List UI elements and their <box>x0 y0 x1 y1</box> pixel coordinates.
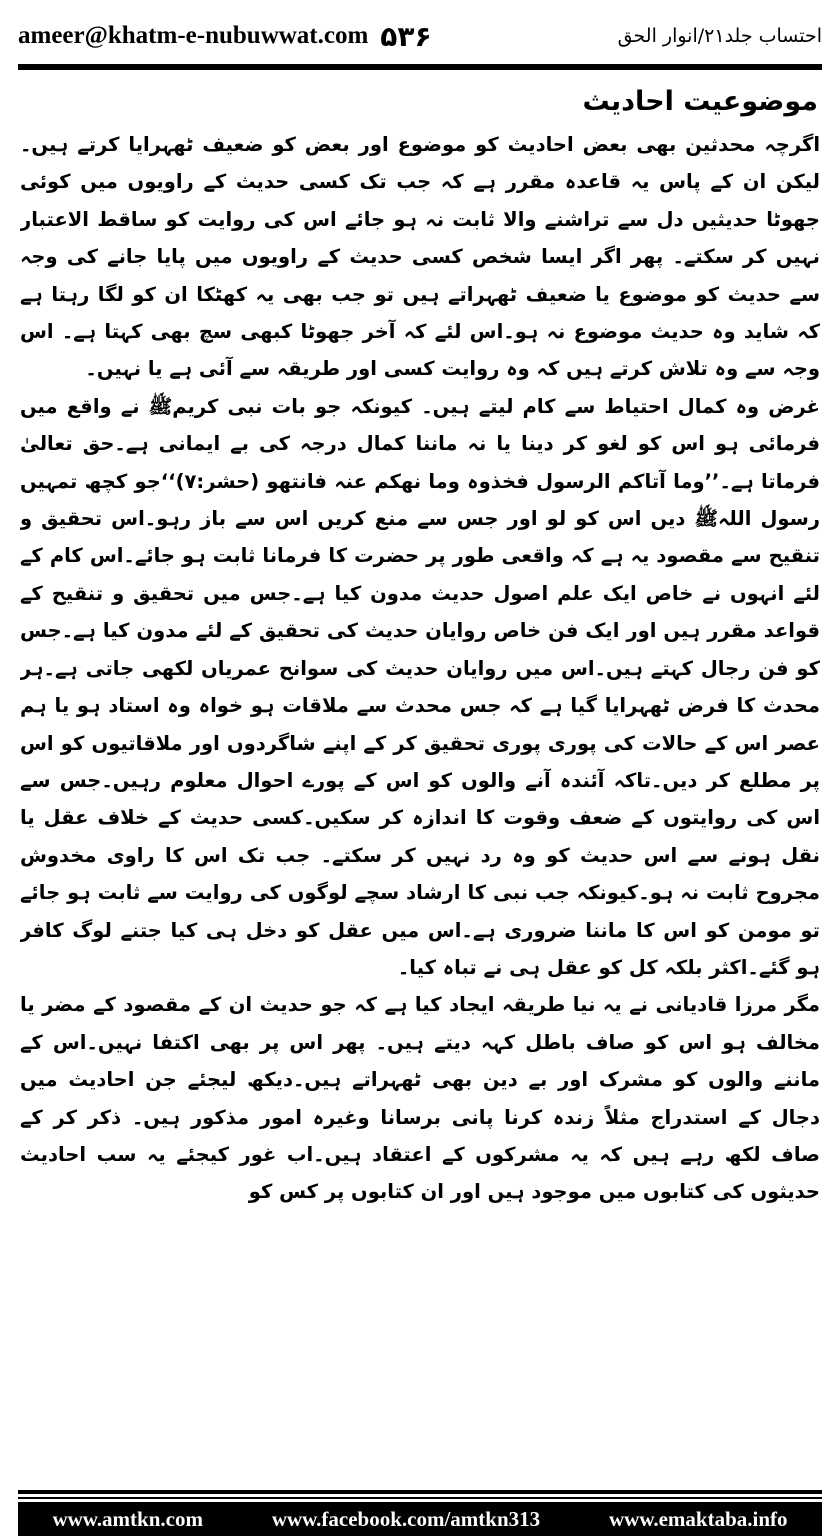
page-header <box>18 10 822 62</box>
header-rule <box>18 64 822 70</box>
footer-link-facebook[interactable]: www.facebook.com/amtkn313 <box>271 1506 541 1531</box>
section-title: موضوعیت احادیث <box>582 86 818 117</box>
paragraph-3: مگر مرزا قادیانی نے یہ نیا طریقہ ایجاد کیا ہے کہ جو حدیث ان کے مقصود کے مضر یا مخالف ہو اس کو صاف باطل کہہ دیتے ہیں۔ پھر اس پر بھی اکتفا نہیں۔اس کے ماننے والوں کو مشرک اور بے دین بھی ٹھہراتے ہیں۔دیکھ لیجئے جن احادیث میں دجال کے استدراج مثلاً زندہ کرنا پانی برسانا وغیرہ امور مذکور ہیں۔ ذکر کر کے صاف لکھ رہے ہیں کہ یہ مشرکوں کے اعتقاد ہیں۔اب غور کیجئے یہ سب احادیث حدیثوں کی کتابوں میں موجود ہیں اور ان کتابوں پر کس کو <box>20 993 820 1204</box>
header-left <box>18 20 432 53</box>
book-title: احتساب جلد۲۱/انوار الحق <box>617 25 822 47</box>
page-body <box>20 80 820 1486</box>
page-number: ۵۳۶ <box>380 19 432 53</box>
header-email: ameer@khatm-e-nubuwwat.com <box>18 22 369 49</box>
footer-link-emaktaba[interactable]: www.emaktaba.info <box>609 1506 788 1531</box>
footer-link-amtkn[interactable]: www.amtkn.com <box>52 1506 203 1531</box>
footer-rule-thick <box>18 1490 822 1494</box>
footer-rule-thin <box>18 1497 822 1499</box>
paragraph-1: اگرچہ محدثین بھی بعض احادیث کو موضوع اور بعض کو ضعیف ٹھہرایا کرتے ہیں۔لیکن ان کے پاس یہ قاعدہ مقرر ہے کہ جب تک کسی حدیث کے راویوں میں کوئی جھوٹا حدیثیں دل سے تراشنے والا ثابت نہ ہو جائے اس کی روایت کو ساقط الاعتبار نہیں کر سکتے۔ پھر اگر ایسا شخص کسی حدیث کے راویوں میں پایا جانے کی وجہ سے حدیث کو موضوع یا ضعیف ٹھہراتے ہیں تو جب بھی یہ کھٹکا ان کو لگا رہتا ہے کہ شاید وہ حدیث موضوع نہ ہو۔اس لئے کہ آخر جھوٹا کبھی سچ بھی کہتا ہے۔ اس وجہ سے وہ تلاش کرتے ہیں کہ وہ روایت کسی اور طریقہ سے آئی ہے یا نہیں۔ <box>20 133 820 381</box>
page-footer <box>18 1502 822 1536</box>
paragraph-2: غرض وہ کمال احتیاط سے کام لیتے ہیں۔ کیونکہ جو بات نبی کریمﷺ نے واقع میں فرمائی ہو اس کو لغو کر دینا یا نہ ماننا کمال درجہ کی بے ایمانی ہے۔حق تعالیٰ فرماتا ہے۔’’وما آتاکم الرسول فخذوہ وما نھکم عنہ فانتھو (حشر:۷)‘‘جو کچھ تمہیں رسول اللہﷺ دیں اس کو لو اور جس سے منع کریں اس سے باز رہو۔اس تحقیق و تنقیح سے مقصود یہ ہے کہ واقعی طور پر حضرت کا فرمانا ثابت ہو جائے۔اس کام کے لئے انہوں نے خاص ایک علم اصول حدیث مدون کیا ہے۔جس میں تحقیق و تنقیح کے قواعد مقرر ہیں اور ایک فن خاص روایان حدیث کی تحقیق کے لئے مدون کیا ہے۔جس کو فن رجال کہتے ہیں۔اس میں روایان حدیث کی سوانح عمریاں لکھی جاتی ہے۔ہر محدث کا فرض ٹھہرایا گیا ہے کہ جس محدث سے ملاقات ہو خواہ وہ استاد ہو یا ہم عصر اس کے حالات کی پوری پوری تحقیق کر کے اپنے شاگردوں اور ملاقاتیوں کو اس پر مطلع کر دیں۔تاکہ آئندہ آنے والوں کو اس کے پورے احوال معلوم رہیں۔جس سے اس کی روایتوں کے ضعف وقوت کا اندازہ کر سکیں۔کسی حدیث کے خلاف عقل یا نقل ہونے سے اس حدیث کو وہ رد نہیں کر سکتے۔ جب تک اس کا راوی مخدوش مجروح ثابت نہ ہو۔کیونکہ جب نبی کا ارشاد سچے لوگوں کی روایت سے ثابت ہو جائے تو مومن کو اس کا ماننا ضروری ہے۔اس میں عقل کو دخل ہی کیا جتنے لوگ کافر ہو گئے۔اکثر بلکہ کل کو عقل ہی نے تباہ کیا۔ <box>20 394 820 979</box>
